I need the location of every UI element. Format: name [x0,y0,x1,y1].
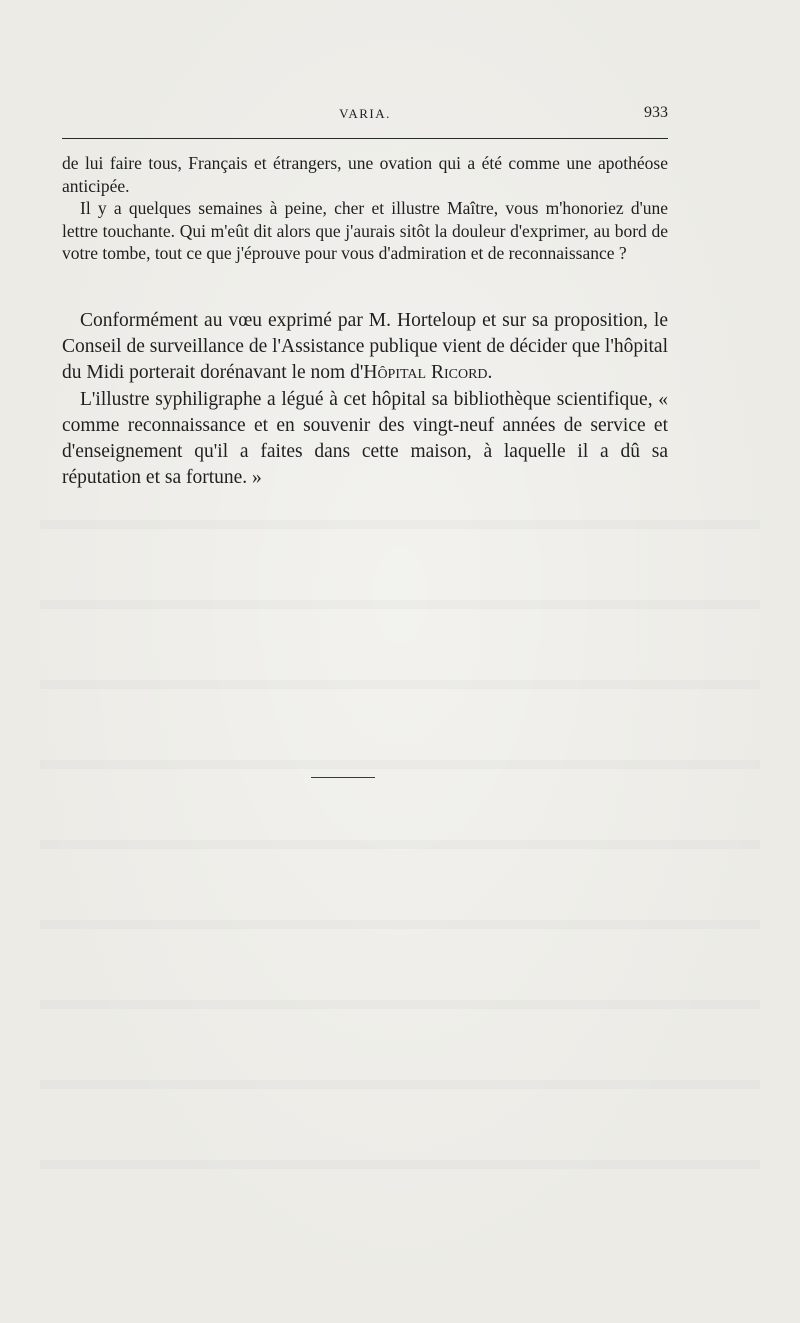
hospital-name: Hôpital Ricord [363,362,488,384]
paragraph: L'illustre syphiligraphe a légué à cet hôpital sa bibliothèque scientifique, « comme reconnaissance et en souvenir des vingt-neuf années de service et d'enseignement qu'il a faites dans cette maison, à laquelle il a dû sa réputation et sa fortune. » [62,388,668,489]
running-title: VARIA. [339,106,391,121]
section-continuation [62,152,668,265]
header-rule [62,138,668,139]
show-through-shadow [40,1080,760,1089]
paragraph: Il y a quelques semaines à peine, cher et illustre Maître, vous m'honoriez d'une lettre touchante. Qui m'eût dit alors que j'aurais sitôt la douleur d'exprimer, au bord de votre tombe, tout ce que j'éprouve pour vous d'admiration et de reconnaissance ? [62,198,668,264]
section-hopital-ricord [62,308,668,491]
section-separator [311,777,375,778]
running-header [62,104,668,126]
show-through-shadow [40,760,760,769]
show-through-shadow [40,600,760,609]
show-through-shadow [40,680,760,689]
paragraph-continued: de lui faire tous, Français et étrangers, une ovation qui a été comme une apothéose anticipée. [62,153,668,196]
show-through-shadow [40,520,760,529]
page-number: 933 [644,104,668,121]
show-through-shadow [40,1160,760,1169]
paragraph-text: Conformément au vœu exprimé par M. Horteloup et sur sa proposition, le Conseil de surveillance de l'Assistance publique vient de décider que l'hôpital du Midi porterait dorénavant le nom d' [62,310,668,384]
show-through-shadow [40,920,760,929]
show-through-shadow [40,840,760,849]
paragraph [62,308,668,387]
paragraph-end: . [487,362,493,384]
show-through-shadow [40,1000,760,1009]
